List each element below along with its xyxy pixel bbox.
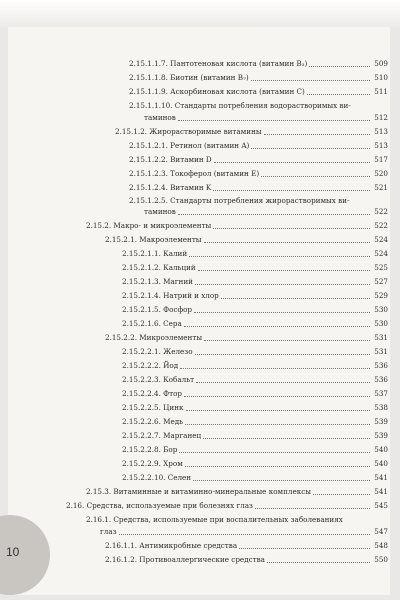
leader-dots (307, 94, 370, 95)
leader-dots (214, 162, 370, 163)
leader-dots (184, 326, 370, 327)
leader-dots (193, 480, 370, 481)
leader-dots (184, 396, 370, 397)
toc-entry-title: 2.15.2.1. Макроэлементы (105, 235, 202, 244)
leader-dots (251, 148, 370, 149)
leader-dots (198, 270, 370, 271)
leader-dots (309, 66, 370, 67)
toc-entry-page: 541 (374, 473, 388, 482)
leader-dots (178, 214, 370, 215)
toc-entry-page: 530 (374, 319, 388, 328)
toc-entry-page: 539 (374, 431, 388, 440)
toc-entry-title: 2.15.3. Витаминные и витаминно-минеральные комплексы (86, 487, 311, 496)
toc-entry (105, 541, 388, 551)
toc-entry-page: 536 (374, 361, 388, 370)
toc-entry-title: 2.16.1. Средства, используемые при воспалительных заболеваниях (86, 515, 343, 524)
toc-entry-page: 520 (374, 169, 388, 178)
toc-entry-page: 522 (374, 221, 388, 230)
toc-entry-page: 537 (374, 389, 388, 398)
toc-entry-page: 521 (374, 183, 388, 192)
toc-entry-title: 2.15.2.2.4. Фтор (122, 389, 183, 398)
toc-entry (122, 291, 388, 301)
leader-dots (239, 548, 370, 549)
toc-entry-title: 2.15.2.1.6. Сера (122, 319, 182, 328)
leader-dots (119, 534, 370, 535)
toc-entry (86, 221, 388, 231)
toc-entry-page: 524 (374, 249, 388, 258)
toc-entry (115, 127, 388, 137)
toc-entry-title: 2.15.1.1.9. Аскорбиновая кислота (витамин C) (129, 87, 305, 96)
page-number: 10 (6, 545, 20, 559)
toc-entry-page: 510 (374, 73, 388, 82)
toc-entry (122, 319, 388, 329)
toc-entry (100, 527, 388, 537)
toc-entry-title: 2.15.2.1.4. Натрий и хлор (122, 291, 219, 300)
leader-dots (204, 340, 370, 341)
toc-entry-title: 2.15.2.2.1. Железо (122, 347, 193, 356)
toc-entry-title: 2.15.1.2.2. Витамин D (129, 155, 212, 164)
toc-entry-title: 2.15.1.2.4. Витамин K (129, 183, 212, 192)
toc-entry-page: 527 (374, 277, 388, 286)
leader-dots (261, 176, 370, 177)
toc-entry-title: 2.15.2.2.7. Марганец (122, 431, 202, 440)
toc-entry-page: 531 (374, 347, 388, 356)
leader-dots (204, 242, 370, 243)
toc-entry-page: 512 (374, 113, 388, 122)
toc-entry-title: 2.15.2.1.3. Магний (122, 277, 193, 286)
toc-entry-page: 524 (374, 235, 388, 244)
toc-entry-page: 529 (374, 291, 388, 300)
toc-entry-page: 509 (374, 59, 388, 68)
toc-entry (129, 183, 388, 193)
toc-entry-title: 2.15.2. Макро- и микроэлементы (86, 221, 212, 230)
toc-entry (122, 277, 388, 287)
toc-entry-page: 511 (374, 87, 388, 96)
toc-entry (122, 305, 388, 315)
toc-entry (122, 375, 388, 385)
toc-entry-title: 2.15.2.1.1. Калий (122, 249, 188, 258)
toc-entry (122, 361, 388, 371)
toc-entry-title: 2.15.2.2.8. Бор (122, 445, 178, 454)
toc-entry-page: 531 (374, 333, 388, 342)
leader-dots (203, 438, 370, 439)
toc-entry-title: 2.16.1.1. Антимикробные средства (105, 541, 238, 550)
toc-entry-page: 513 (374, 141, 388, 150)
toc-entry-title: 2.15.1.1.8. Биотин (витамин B₇) (129, 73, 249, 82)
toc-entry (129, 155, 388, 165)
leader-dots (221, 298, 370, 299)
leader-dots (195, 284, 370, 285)
toc-entry-title: 2.15.2.2. Микроэлементы (105, 333, 203, 342)
toc-entry (122, 445, 388, 455)
toc-entry (105, 555, 388, 565)
leader-dots (264, 134, 370, 135)
toc-entry-page: 545 (374, 501, 388, 510)
toc-entry-page: 536 (374, 375, 388, 384)
toc-entry-title: 2.16. Средства, используемые при болезнях глаз (66, 501, 253, 510)
leader-dots (255, 508, 370, 509)
leader-dots (251, 80, 370, 81)
toc-entry (122, 347, 388, 357)
toc-entry-page: 525 (374, 263, 388, 272)
leader-dots (196, 382, 370, 383)
toc-entry-title: 2.16.1.2. Противоаллергические средства (105, 555, 265, 564)
toc-entry-page: 539 (374, 417, 388, 426)
toc-entry-title-continued: таминов (144, 207, 176, 216)
toc-entry-page: 513 (374, 127, 388, 136)
toc-entry (129, 141, 388, 151)
toc-entry-title: 2.15.1.2.3. Токоферол (витамин E) (129, 169, 260, 178)
toc-entry-page: 538 (374, 403, 388, 412)
toc-entry-page: 540 (374, 445, 388, 454)
toc-entry (105, 235, 388, 245)
toc-entry (122, 249, 388, 259)
leader-dots (185, 424, 370, 425)
toc-entry-title: 2.15.2.2.9. Хром (122, 459, 183, 468)
leader-dots (213, 228, 370, 229)
toc-entry-title: 2.15.1.1.7. Пантотеновая кислота (витамин B₃) (129, 59, 308, 68)
toc-entry (122, 389, 388, 399)
toc-entry (122, 473, 388, 483)
toc-entry-title: 2.15.2.2.6. Медь (122, 417, 184, 426)
toc-entry-page: 517 (374, 155, 388, 164)
toc-entry (105, 333, 388, 343)
leader-dots (195, 354, 370, 355)
leader-dots (178, 120, 370, 121)
toc-entry-page: 522 (374, 207, 388, 216)
toc-entry-title: 2.15.2.2.10. Селен (122, 473, 192, 482)
leader-dots (194, 312, 370, 313)
leader-dots (213, 190, 370, 191)
leader-dots (185, 466, 370, 467)
toc-entry-title: 2.15.1.2. Жирорастворимые витамины (115, 127, 262, 136)
toc-entry-title: 2.15.1.2.5. Стандарты потребления жирорастворимых ви- (129, 196, 350, 205)
toc-entry (122, 403, 388, 413)
toc-entry-title: 2.15.2.2.3. Кобальт (122, 375, 195, 384)
leader-dots (267, 562, 370, 563)
leader-dots (189, 256, 370, 257)
toc-entry-page: 548 (374, 541, 388, 550)
toc-entry-page: 547 (374, 527, 388, 536)
toc-entry-title: 2.15.1.1.10. Стандарты потребления водорастворимых ви- (129, 101, 351, 110)
toc-entry (66, 501, 388, 511)
toc-entry-title: 2.15.2.1.5. Фосфор (122, 305, 193, 314)
toc-entry-page: 541 (374, 487, 388, 496)
toc-entry-page: 550 (374, 555, 388, 564)
toc-entry (122, 431, 388, 441)
toc-entry-title: 2.15.2.2.5. Цинк (122, 403, 184, 412)
toc-entry-page: 530 (374, 305, 388, 314)
toc-entry (129, 59, 388, 69)
toc-entry-title-continued: таминов (144, 113, 176, 122)
toc-entry (122, 417, 388, 427)
toc-entry-page: 540 (374, 459, 388, 468)
toc-entry (129, 169, 388, 179)
toc-entry (144, 113, 388, 123)
page-top-edge (0, 0, 400, 27)
leader-dots (313, 494, 370, 495)
toc-entry (144, 207, 388, 217)
toc-entry (129, 87, 388, 97)
leader-dots (186, 410, 371, 411)
toc-entry-title: 2.15.1.2.1. Ретинол (витамин A) (129, 141, 250, 150)
toc-entry (129, 73, 388, 83)
leader-dots (180, 368, 370, 369)
toc-entry-title: 2.15.2.2.2. Йод (122, 361, 179, 370)
toc-entry (122, 263, 388, 273)
leader-dots (179, 452, 370, 453)
toc-entry (86, 487, 388, 497)
toc-entry-title: 2.15.2.1.2. Кальций (122, 263, 196, 272)
toc-entry-title-continued: глаз (100, 527, 117, 536)
toc-entry (122, 459, 388, 469)
